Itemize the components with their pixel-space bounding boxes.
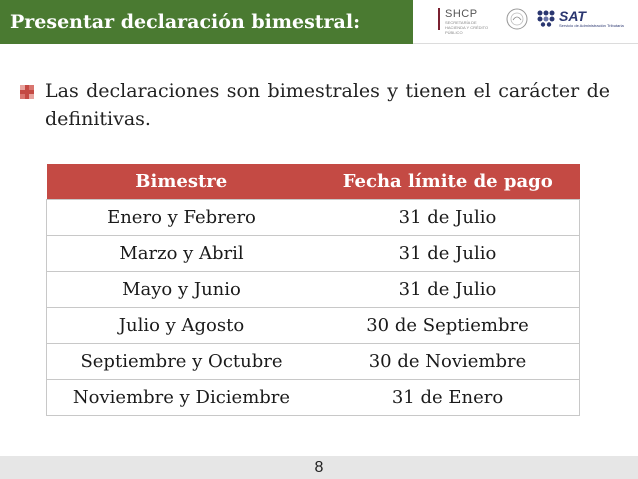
sat-subtitle: Servicio de Administración Tributaria: [559, 23, 624, 28]
bullet-icon: [20, 85, 34, 99]
row-bimestre: Julio y Agosto: [47, 308, 316, 344]
row-fecha: 31 de Julio: [316, 236, 580, 272]
deadline-table: [46, 164, 580, 416]
sat-name: SAT: [559, 8, 586, 24]
table-row: [47, 272, 580, 308]
slide-title: Presentar declaración bimestral:: [10, 11, 361, 33]
sat-mark-icon: [536, 9, 556, 27]
row-bimestre: Marzo y Abril: [47, 236, 316, 272]
shcp-subtitle: SECRETARÍA DE HACIENDA Y CRÉDITO PÚBLICO: [445, 20, 489, 35]
row-fecha: 31 de Enero: [316, 380, 580, 416]
title-bar: [0, 0, 413, 44]
logo-area: [413, 0, 638, 44]
row-fecha: 30 de Septiembre: [316, 308, 580, 344]
shcp-mark-icon: [438, 8, 440, 30]
national-seal-icon: [506, 8, 528, 30]
footer-bar: [0, 456, 638, 479]
shcp-logo: [438, 8, 493, 35]
table-row: [47, 200, 580, 236]
header-bimestre: Bimestre: [47, 164, 316, 200]
row-fecha: 31 de Julio: [316, 200, 580, 236]
sat-logo: [536, 9, 624, 29]
row-bimestre: Mayo y Junio: [47, 272, 316, 308]
row-bimestre: Noviembre y Diciembre: [47, 380, 316, 416]
body-text: Las declaraciones son bimestrales y tienen el carácter de definitivas.: [45, 80, 610, 130]
page-number: 8: [314, 458, 324, 476]
row-bimestre: Septiembre y Octubre: [47, 344, 316, 380]
table-row: [47, 380, 580, 416]
table-row: [47, 308, 580, 344]
table-row: [47, 236, 580, 272]
table-header-row: [47, 164, 580, 200]
shcp-name: SHCP: [445, 8, 478, 20]
row-fecha: 31 de Julio: [316, 272, 580, 308]
header-fecha-limite: Fecha límite de pago: [316, 164, 580, 200]
row-fecha: 30 de Noviembre: [316, 344, 580, 380]
table-row: [47, 344, 580, 380]
row-bimestre: Enero y Febrero: [47, 200, 316, 236]
